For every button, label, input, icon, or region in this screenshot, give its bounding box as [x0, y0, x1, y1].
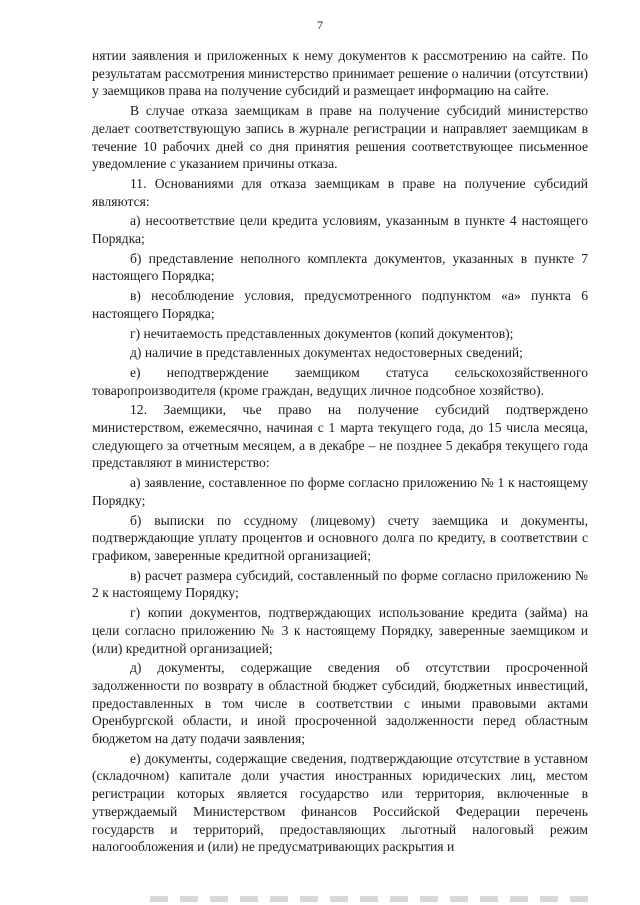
list-item-11d: г) нечитаемость представленных документов (копий документов); [130, 325, 514, 341]
list-item-12f: е) документы, содержащие сведения, подтверждающие отсутствие в уставном (складочном) капитале доли участия иностранных юридических лиц, местом регистрации которых является государство или территория, включенные в утверждаемый Министерством финансов Российской Федерации перечень государств и территорий, предоставляющих льготный налоговый режим налогообложения и (или) не предусматривающих раскрытия и [92, 750, 588, 855]
page-number: 7 [317, 18, 323, 32]
list-item-11b: б) представление неполного комплекта документов, указанных в пункте 7 настоящего Порядка; [92, 250, 588, 284]
paragraph-continuation: нятии заявления и приложенных к нему документов к рассмотрению на сайте. По результатам рассмотрения министерство принимает решение о наличии (отсутствии) у заемщиков права на получение субсидий и размещает информацию на сайте. [92, 48, 588, 99]
list-item-12b: б) выписки по ссудному (лицевому) счету заемщика и документы, подтверждающие уплату процентов и основного долга по кредиту, в соответствии с графиком, заверенные кредитной организацией; [92, 512, 588, 563]
scan-footer-smudge [150, 896, 590, 902]
paragraph-section-11: 11. Основаниями для отказа заемщикам в праве на получение субсидий являются: [92, 175, 588, 209]
paragraph-section-12: 12. Заемщики, чье право на получение субсидий подтверждено министерством, ежемесячно, начиная с 1 марта текущего года, до 15 числа месяца, следующего за отчетным месяцем, а в декабре – не позднее 5 декабря текущего года представляют в министерство: [92, 402, 588, 471]
list-item-11f: е) неподтверждение заемщиком статуса сельскохозяйственного товаропроизводителя (кроме граждан, ведущих личное подсобное хозяйство). [92, 364, 588, 398]
list-item-11c: в) несоблюдение условия, предусмотренного подпунктом «а» пункта 6 настоящего Порядка; [92, 288, 588, 321]
list-item-11a: а) несоответствие цели кредита условиям, указанным в пункте 4 настоящего Порядка; [92, 213, 588, 247]
paragraph-refusal-notice: В случае отказа заемщикам в праве на получение субсидий министерство делает соответствующую запись в журнале регистрации и направляет заемщикам в течение 10 рабочих дней со дня принятия решения соответствующее письменное уведомление с указанием причины отказа. [92, 103, 588, 172]
list-item-12a: а) заявление, составленное по форме согласно приложению № 1 к настоящему Порядку; [92, 475, 588, 508]
list-item-11e: д) наличие в представленных документах недостоверных сведений; [130, 345, 523, 361]
list-item-12c: в) расчет размера субсидий, составленный по форме согласно приложению № 2 к настоящему Порядку; [92, 567, 588, 601]
list-item-12d: г) копии документов, подтверждающих использование кредита (займа) на цели согласно приложению № 3 к настоящему Порядку, заверенные заемщиком и (или) кредитной организацией; [92, 605, 588, 656]
document-body [92, 47, 588, 856]
list-item-12e: д) документы, содержащие сведения об отсутствии просроченной задолженности по возврату в областной бюджет субсидий, бюджетных инвестиций, предоставленных в том числе в соответствии с иными правовыми актами Оренбургской области, и иной просроченной задолженности перед областным бюджетом на дату подачи заявления; [92, 660, 588, 747]
